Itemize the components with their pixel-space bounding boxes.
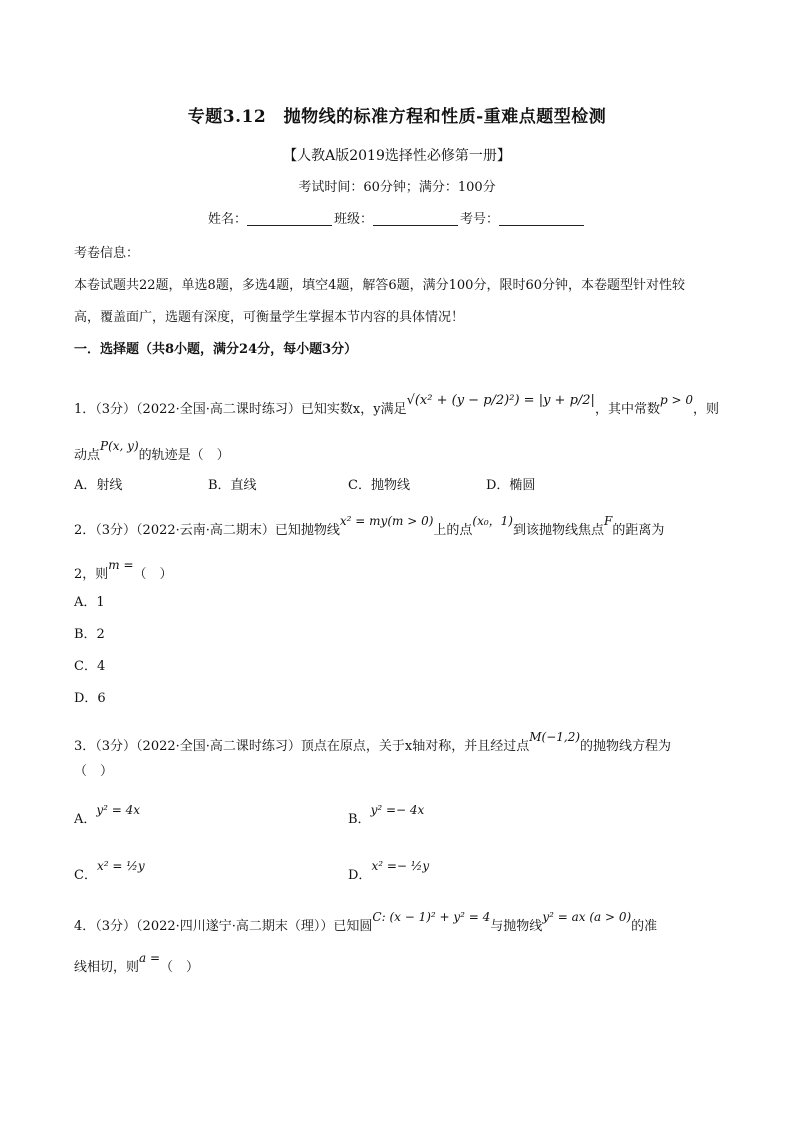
q1-formula: √(x² + (y − p/2)²) = |y + p/2| [406,393,595,408]
q2-equation: x² = my(m > 0) [339,514,434,528]
q1-line2-pre: 动点 [74,448,101,463]
q4-a: a = [139,951,161,965]
class-blank[interactable] [373,211,458,226]
q1-suffix: ，则 [692,402,719,417]
q1-option-a[interactable]: A．射线 [74,478,123,493]
q3-blank: （ ） [74,764,114,779]
q2-option-c[interactable]: C．4 [74,659,106,674]
q3-option-d[interactable] [348,859,430,883]
q3-option-b[interactable] [348,803,425,827]
q3-option-b-eq: y² =− 4x [370,803,425,817]
q3-text: 3．（3分）（2022·全国·高二课时练习）顶点在原点，关于x轴对称，并且经过点 [74,739,530,754]
q1-point: P(x, y) [100,439,139,453]
q4-circle: C: (x − 1)² + y² = 4 [372,910,491,924]
question-1 [74,393,719,417]
q1-option-b[interactable]: B．直线 [208,478,257,493]
q3-option-b-label: B． [348,812,371,827]
q1-prefix: 1．（3分）（2022·全国·高二课时练习）已知实数x，y满足 [74,402,407,417]
number-label: 考号： [460,212,500,227]
q2-suffix: 的距离为 [612,523,665,538]
q4-suffix: 的准 [631,919,658,934]
question-2 [74,514,665,538]
q3-option-c[interactable] [74,859,145,883]
textbook-subtitle: 【人教A版2019选择性必修第一册】 [283,148,511,164]
q4-parabola: y² = ax (a > 0) [542,910,632,924]
q1-option-c[interactable]: C．抛物线 [348,478,410,493]
q3-point: M(−1,2) [529,730,581,744]
q3-option-d-eq: x² =− ½y [371,859,430,873]
question-4-line-2 [74,951,200,975]
question-4 [74,910,658,934]
info-line-1: 本卷试题共22题，单选8题，多选4题，填空4题，解答6题，满分100分，限时60分钟，本卷题型针对性较 [74,278,685,293]
class-label: 班级： [333,212,373,227]
q3-suffix: 的抛物线方程为 [580,739,672,754]
q4-prefix: 4．（3分）（2022·四川遂宁·高二期末（理））已知圆 [74,919,373,934]
q2-mid: 上的点 [433,523,473,538]
q4-mid: 与抛物线 [490,919,543,934]
question-2-line-2 [74,558,173,582]
question-1-line-2 [74,439,230,463]
question-3 [74,730,672,754]
name-label: 姓名： [207,212,247,227]
info-heading: 考卷信息： [74,246,140,261]
number-blank[interactable] [499,211,584,226]
q1-line2-post: 的轨迹是（ ） [138,448,230,463]
section-heading: 一．选择题（共8小题，满分24分，每小题3分） [74,342,358,357]
q2-option-d[interactable]: D．6 [74,691,106,706]
q3-option-a-eq: y² = 4x [96,803,141,817]
q2-m: m = [108,558,134,572]
q2-point: (x₀，1) [472,514,513,528]
q2-line2-post: （ ） [133,567,173,582]
q3-option-c-label: C． [74,868,97,883]
q1-option-d[interactable]: D．椭圆 [486,478,536,493]
q4-line2-pre: 线相切，则 [74,960,140,975]
student-fields [0,208,794,227]
info-line-2: 高，覆盖面广，选题有深度，可衡量学生掌握本节内容的具体情况！ [74,310,465,325]
q2-option-b[interactable]: B．2 [74,627,105,642]
q3-option-c-eq: x² = ½y [96,859,145,873]
q1-condition: p > 0 [659,393,693,407]
q1-mid: ，其中常数 [594,402,660,417]
q3-option-a-label: A． [74,812,97,827]
q2-option-a[interactable]: A．1 [74,595,105,610]
name-blank[interactable] [247,211,332,226]
q3-option-a[interactable] [74,803,141,827]
q2-line2-pre: 2，则 [74,567,109,582]
q2-focus: F [604,514,613,528]
exam-time: 考试时间：60分钟；满分：100分 [298,180,496,195]
page-title: 专题3.12 抛物线的标准方程和性质-重难点题型检测 [187,107,607,127]
q4-line2-post: （ ） [160,960,200,975]
q3-option-d-label: D． [348,868,372,883]
q2-mid2: 到该抛物线焦点 [512,523,604,538]
q2-prefix: 2．（3分）（2022·云南·高二期末）已知抛物线 [74,523,340,538]
